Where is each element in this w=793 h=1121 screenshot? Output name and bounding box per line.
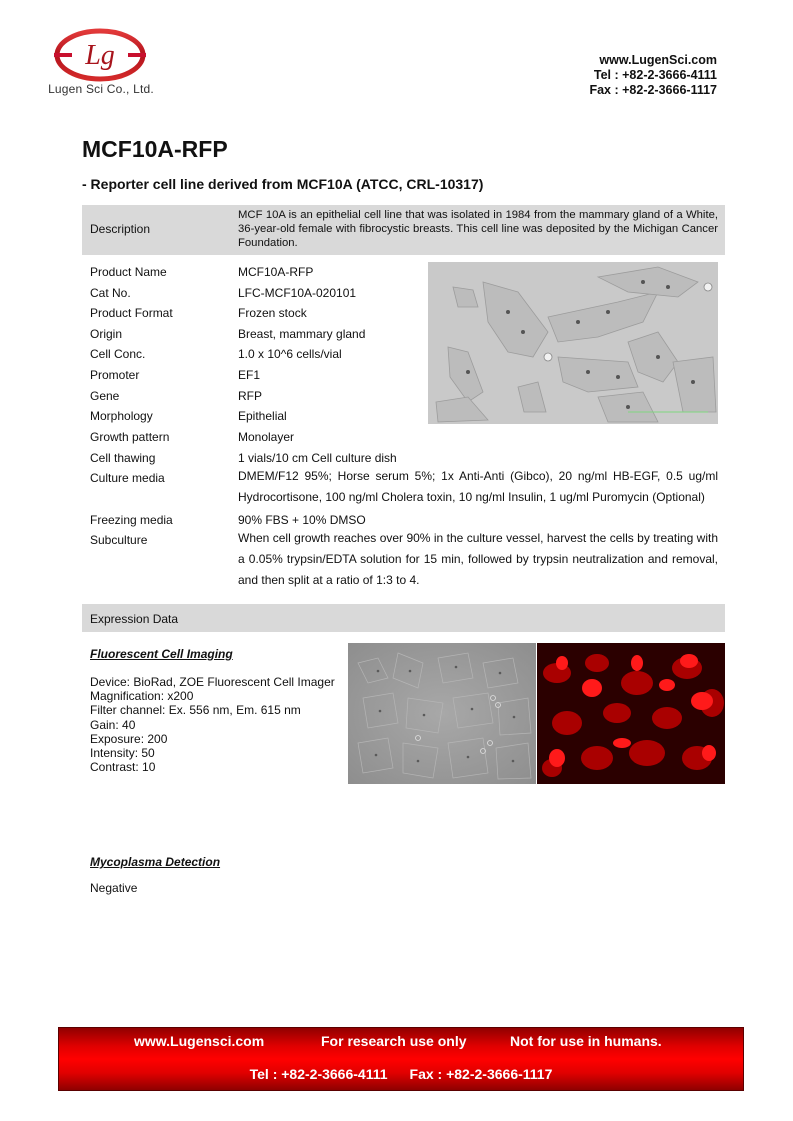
spec-value: EF1	[238, 368, 261, 382]
spec-label: Gene	[90, 389, 120, 403]
spec-label: Growth pattern	[90, 430, 170, 444]
spec-value: MCF10A-RFP	[238, 265, 314, 279]
spec-label: Freezing media	[90, 513, 173, 527]
spec-label: Cell Conc.	[90, 347, 146, 361]
spec-label: Promoter	[90, 368, 140, 382]
footer-research-only: For research use only	[321, 1033, 467, 1049]
cell-micrograph-icon	[428, 262, 718, 424]
mycoplasma-result: Negative	[90, 881, 138, 895]
rfp-fluorescence-micrograph	[537, 643, 725, 784]
spec-label: Product Format	[90, 306, 173, 320]
expression-label: Expression Data	[90, 612, 179, 626]
spec-value: Monolayer	[238, 430, 295, 444]
imaging-param: Exposure: 200	[90, 731, 168, 746]
imaging-param: Magnification: x200	[90, 689, 194, 704]
product-subtitle: - Reporter cell line derived from MCF10A (ATCC, CRL-10317)	[82, 176, 484, 192]
mycoplasma-heading: Mycoplasma Detection	[90, 855, 221, 869]
spec-label: Cat No.	[90, 286, 131, 300]
header-tel: Tel : +82-2-3666-4111	[593, 68, 717, 82]
spec-value: Epithelial	[238, 409, 287, 423]
brightfield-image-icon	[348, 643, 536, 784]
spec-value: 1.0 x 10^6 cells/vial	[238, 347, 342, 361]
footer-website-link[interactable]: www.Lugensci.com	[134, 1033, 265, 1049]
spec-value: 1 vials/10 cm Cell culture dish	[238, 451, 397, 465]
imaging-heading: Fluorescent Cell Imaging	[90, 647, 233, 661]
header-fax: Fax : +82-2-3666-1117	[589, 83, 717, 97]
spec-value: LFC-MCF10A-020101	[238, 286, 357, 300]
footer-fax: Fax : +82-2-3666-1117	[409, 1066, 553, 1082]
spec-label: Subculture	[90, 533, 148, 547]
imaging-param: Contrast: 10	[90, 760, 156, 775]
imaging-param: Gain: 40	[90, 717, 136, 732]
description-label: Description	[90, 222, 151, 236]
footer-not-humans: Not for use in humans.	[510, 1033, 662, 1049]
header-contact	[589, 53, 717, 98]
spec-value: RFP	[238, 389, 262, 403]
spec-label: Origin	[90, 327, 123, 341]
brightfield-micrograph	[348, 643, 536, 784]
company-name: Lugen Sci Co., Ltd.	[48, 82, 154, 96]
spec-value: Frozen stock	[238, 306, 307, 320]
spec-label: Morphology	[90, 409, 153, 423]
expression-band	[82, 604, 725, 632]
footer-tel: Tel : +82-2-3666-4111	[249, 1066, 388, 1082]
spec-label: Culture media	[90, 471, 165, 485]
fluorescence-image-icon	[537, 643, 725, 784]
logo-emblem-icon	[52, 27, 148, 83]
footer-line-2	[58, 1066, 744, 1082]
imaging-params	[90, 675, 335, 774]
morphology-micrograph	[428, 262, 718, 424]
header-website-link[interactable]: www.LugenSci.com	[599, 53, 717, 67]
description-text: MCF 10A is an epithelial cell line that was isolated in 1984 from the mammary gland of a White, 36-year-old female with fibrocystic breasts. This cell line was deposited by the Michigan Cancer Foundation.	[238, 209, 718, 249]
spec-label: Cell thawing	[90, 451, 156, 465]
product-title: MCF10A-RFP	[82, 136, 228, 162]
spec-value: When cell growth reaches over 90% in the culture vessel, harvest the cells by treating with a 0.05% trypsin/EDTA solution for 15 min, followed by trypsin neutralization and removal, and then split at a ratio of 1:3 to 4.	[238, 531, 718, 587]
imaging-param: Filter channel: Ex. 556 nm, Em. 615 nm	[90, 703, 301, 718]
svg-text:Lg: Lg	[85, 40, 115, 71]
spec-value: DMEM/F12 95%; Horse serum 5%; 1x Anti-Anti (Gibco), 20 ng/ml HB-EGF, 0.5 ug/ml Hydrocortisone, 100 ng/ml Cholera toxin, 10 ng/ml Insulin, 1 ug/ml Puromycin (Optional)	[238, 469, 718, 504]
imaging-param: Device: BioRad, ZOE Fluorescent Cell Imager	[90, 675, 335, 689]
spec-value: 90% FBS + 10% DMSO	[238, 513, 366, 527]
company-logo	[52, 27, 148, 83]
imaging-param: Intensity: 50	[90, 746, 155, 761]
spec-value: Breast, mammary gland	[238, 327, 366, 341]
spec-label: Product Name	[90, 265, 167, 279]
footer-line-1	[58, 1033, 744, 1051]
